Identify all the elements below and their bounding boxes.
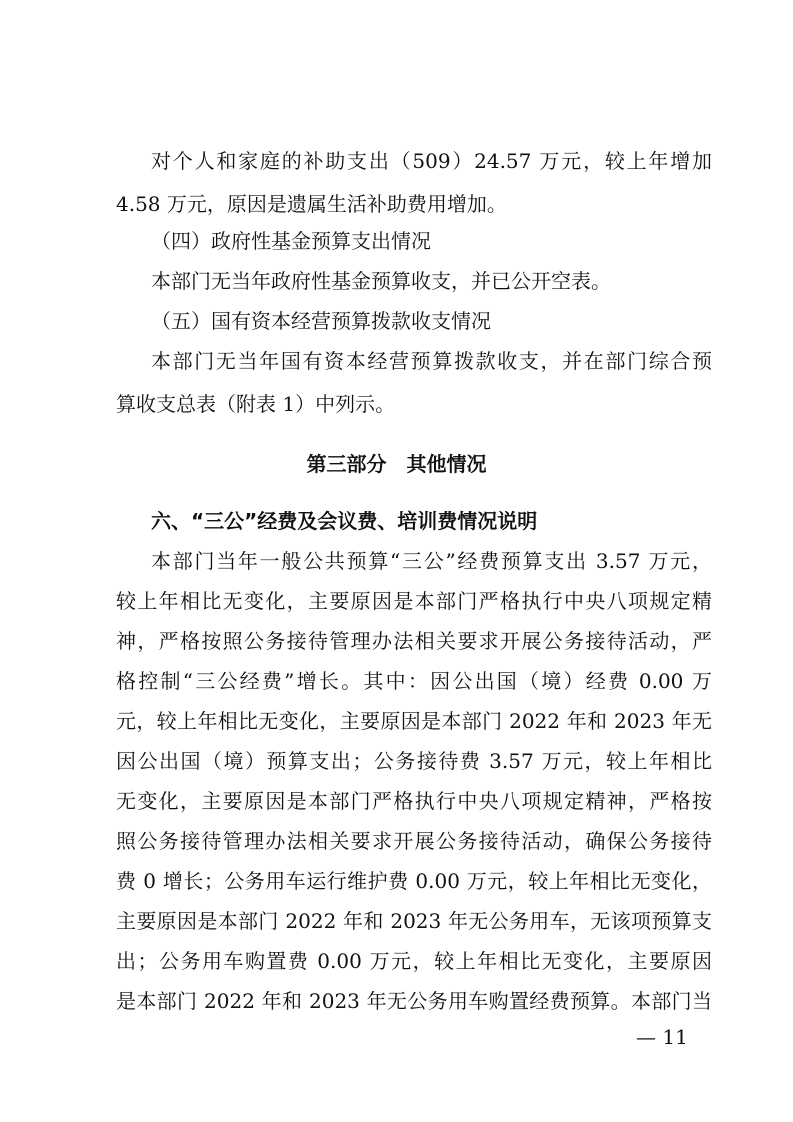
paragraph-line: 是本部门 2022 年和 2023 年无公务用车购置经费预算。本部门当 [116, 989, 712, 1013]
paragraph-line: 主要原因是本部门 2022 年和 2023 年无公务用车，无该项预算支 [116, 909, 712, 933]
paragraph-line: 格控制“三公经费”增长。其中：因公出国（境）经费 0.00 万 [116, 669, 712, 693]
paragraph-line: 较上年相比无变化，主要原因是本部门严格执行中央八项规定精 [116, 589, 712, 613]
paragraph-line: 照公务接待管理办法相关要求开展公务接待活动，确保公务接待 [116, 829, 712, 853]
paragraph-line: 费 0 增长；公务用车运行维护费 0.00 万元，较上年相比无变化， [116, 869, 712, 893]
section-heading: 六、“三公”经费及会议费、培训费情况说明 [151, 509, 538, 533]
paragraph-line: 元，较上年相比无变化，主要原因是本部门 2022 年和 2023 年无 [116, 709, 712, 733]
paragraph-line: 本部门无当年政府性基金预算收支，并已公开空表。 [151, 269, 611, 293]
page-number: — 11 [636, 1025, 688, 1049]
paragraph-line: 出；公务用车购置费 0.00 万元，较上年相比无变化，主要原因 [116, 949, 712, 973]
paragraph-line: 对个人和家庭的补助支出（509）24.57 万元，较上年增加 [151, 149, 712, 173]
paragraph-line: 神，严格按照公务接待管理办法相关要求开展公务接待活动，严 [116, 629, 712, 653]
section-heading: （四）政府性基金预算支出情况 [151, 229, 431, 253]
part-title: 第三部分 其他情况 [306, 452, 487, 476]
paragraph-line: 因公出国（境）预算支出；公务接待费 3.57 万元，较上年相比 [116, 749, 712, 773]
paragraph-line: 算收支总表（附表 1）中列示。 [116, 392, 396, 416]
paragraph-line: 本部门当年一般公共预算“三公”经费预算支出 3.57 万元， [151, 549, 712, 573]
paragraph-line: 4.58 万元，原因是遗属生活补助费用增加。 [116, 192, 507, 216]
paragraph-line: 无变化，主要原因是本部门严格执行中央八项规定精神，严格按 [116, 789, 712, 813]
section-heading: （五）国有资本经营预算拨款收支情况 [151, 309, 491, 333]
paragraph-line: 本部门无当年国有资本经营预算拨款收支，并在部门综合预 [151, 349, 712, 373]
